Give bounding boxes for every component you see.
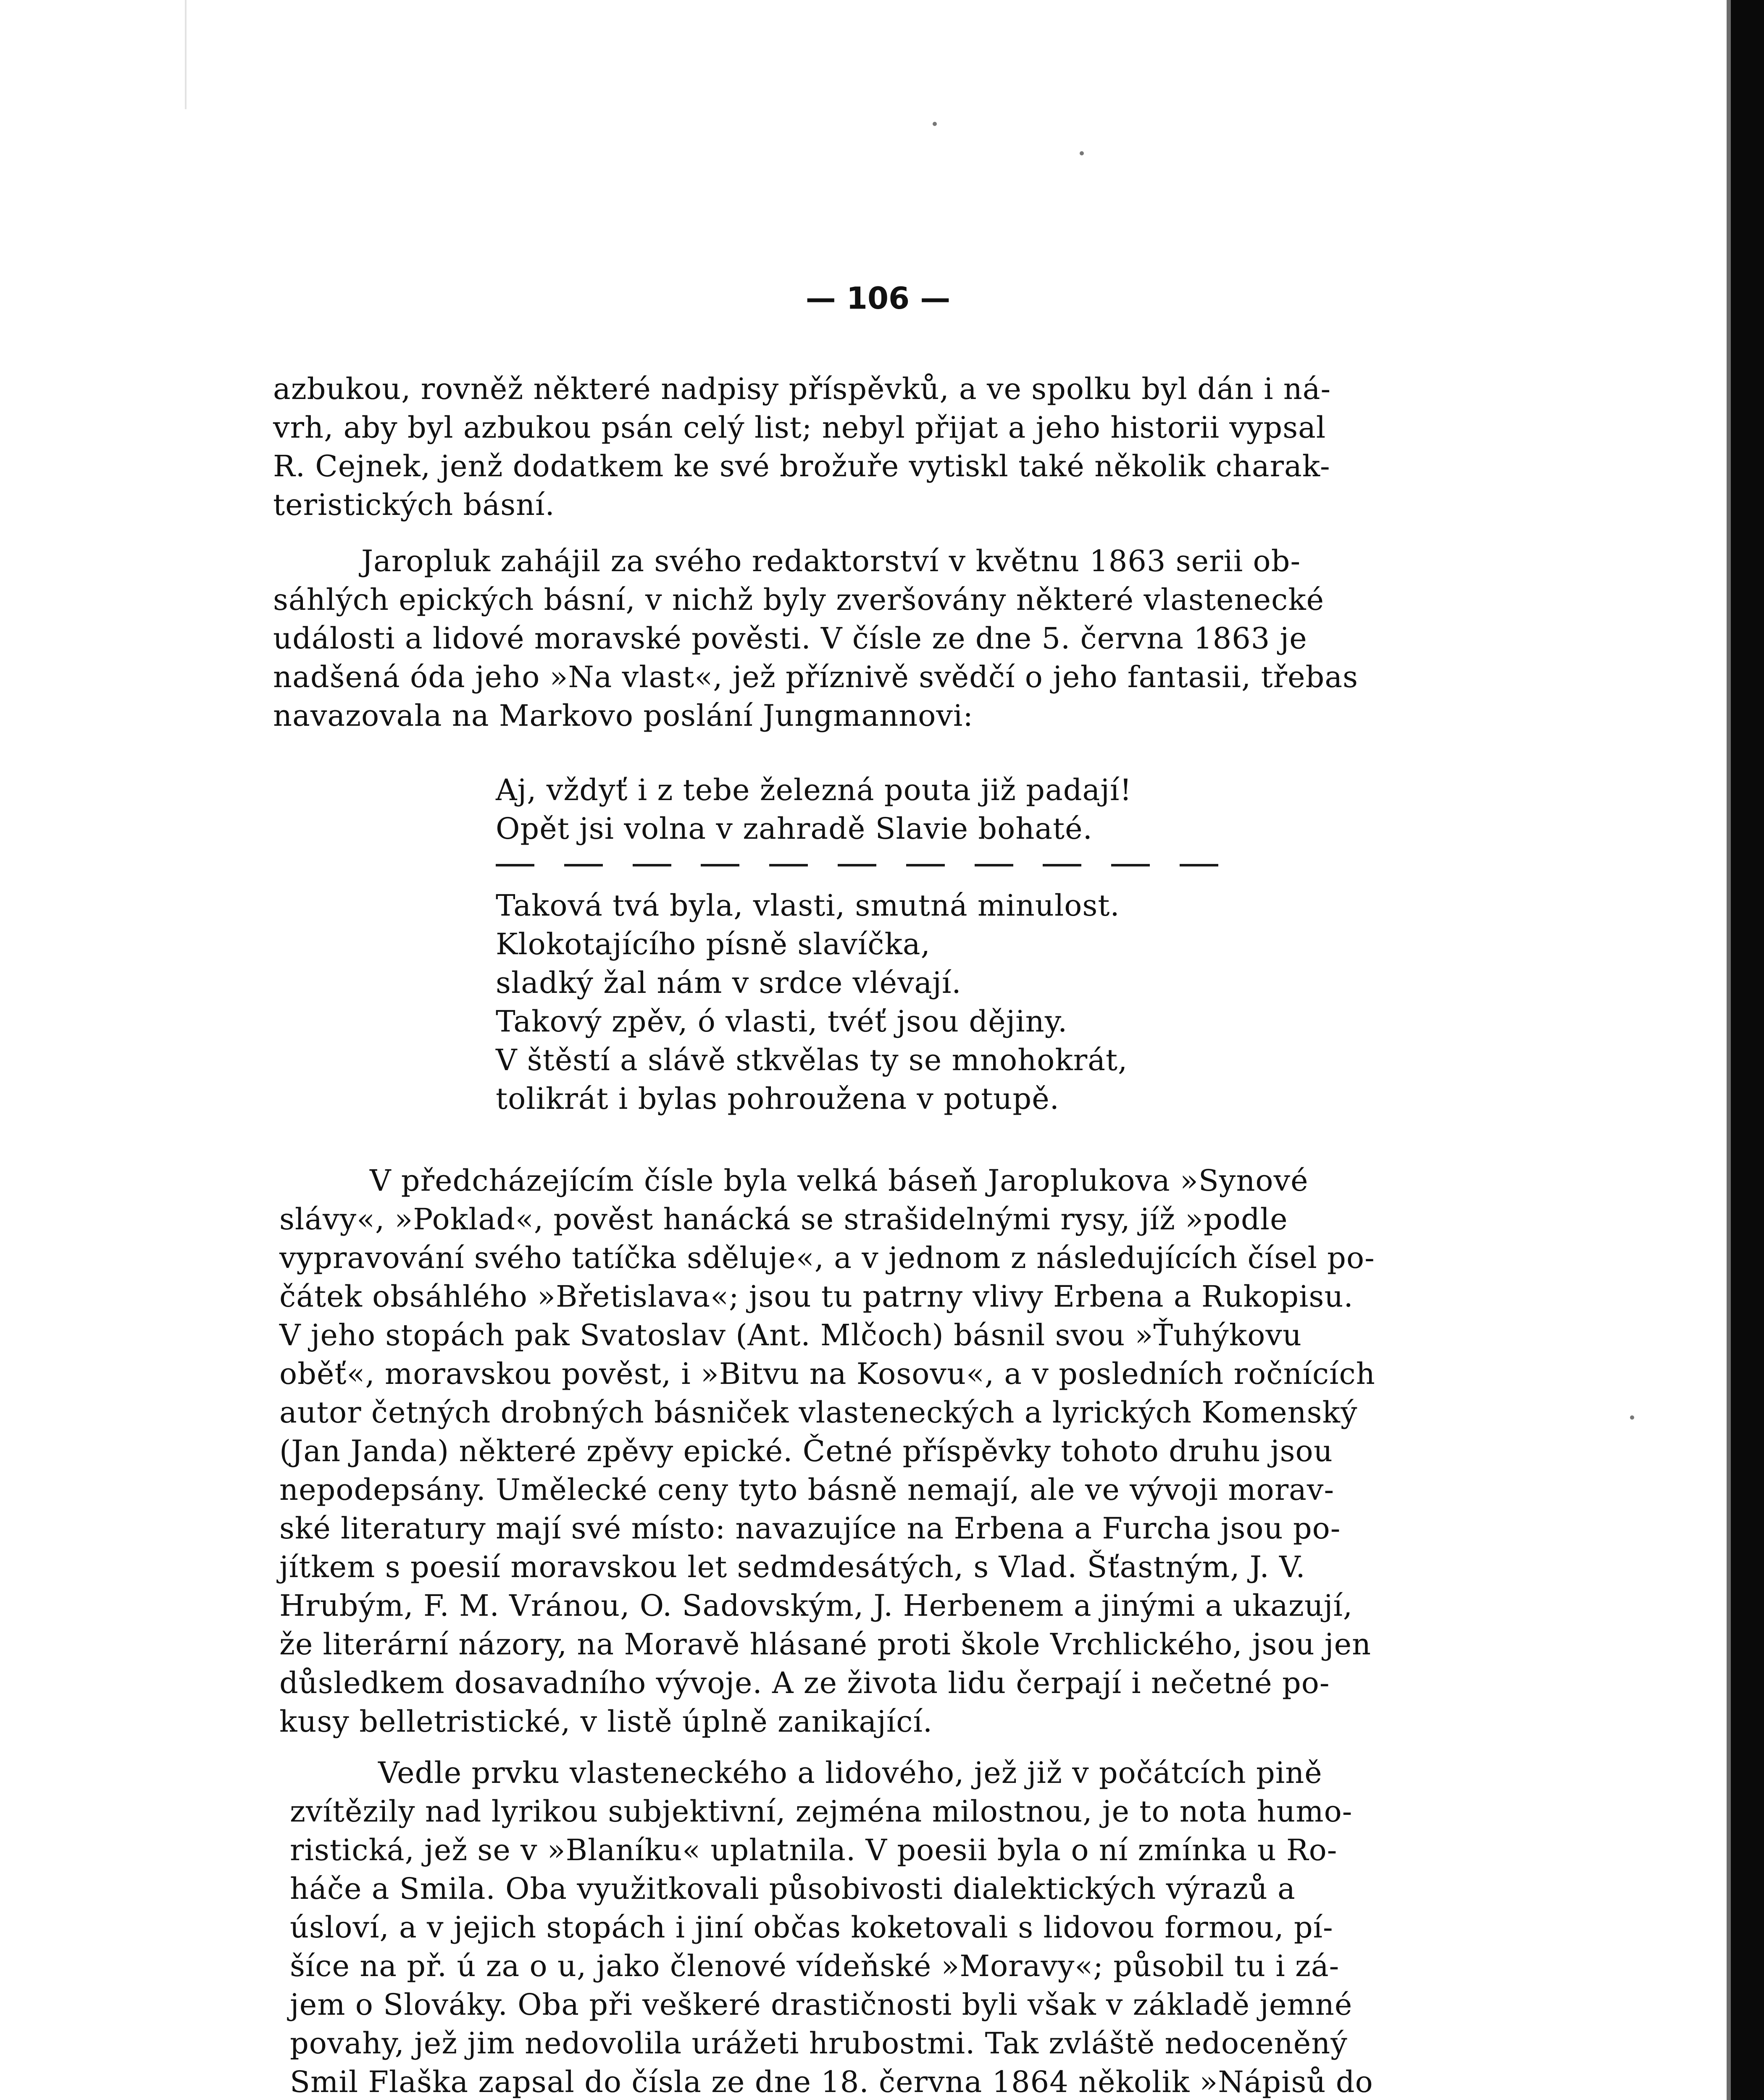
- poem-line-3: Taková tvá byla, vlasti, smutná minulost.: [496, 888, 1120, 923]
- poem-line-1: Aj, vždyť i z tebe železná pouta již padají!: [496, 773, 1132, 807]
- page-number: — 106 —: [805, 281, 951, 316]
- paragraph-3-line-3: vypravování svého tatíčka sděluje«, a v jednom z následujících čísel po-: [279, 1241, 1375, 1275]
- paragraph-2-line-1: Jaropluk zahájil za svého redaktorství v květnu 1863 serii ob-: [361, 544, 1301, 578]
- separator-dash: [496, 864, 534, 866]
- paragraph-4-line-7: jem o Slováky. Oba při veškeré drastičnosti byli však v základě jemné: [290, 1987, 1353, 2022]
- separator-dash: [975, 864, 1013, 866]
- separator-dash: [1043, 864, 1081, 866]
- poem-line-6: Takový zpěv, ó vlasti, tvéť jsou dějiny.: [496, 1004, 1068, 1039]
- paragraph-3-line-8: (Jan Janda) některé zpěvy epické. Četné příspěvky tohoto druhu jsou: [279, 1434, 1333, 1468]
- paragraph-4-line-2: zvítězily nad lyrikou subjektivní, zejména milostnou, je to nota humo-: [290, 1794, 1353, 1829]
- separator-dash: [769, 864, 808, 866]
- page-fold-mark: [185, 0, 187, 109]
- paragraph-3-line-4: čátek obsáhlého »Břetislava«; jsou tu patrny vlivy Erbena a Rukopisu.: [279, 1279, 1354, 1314]
- paragraph-3-line-2: slávy«, »Poklad«, pověst hanácká se strašidelnými rysy, jíž »podle: [279, 1202, 1288, 1236]
- separator-dash: [1180, 864, 1218, 866]
- paragraph-3-line-11: jítkem s poesií moravskou let sedmdesátých, s Vlad. Šťastným, J. V.: [279, 1550, 1306, 1584]
- paragraph-2-line-4: nadšená óda jeho »Na vlast«, jež příznivě svědčí o jeho fantasii, třebas: [273, 660, 1359, 694]
- paragraph-4-line-9: Smil Flaška zapsal do čísla ze dne 18. června 1864 několik »Nápisů do: [290, 2065, 1373, 2099]
- poem-line-7: V štěstí a slávě stkvělas ty se mnohokrát,: [496, 1043, 1128, 1077]
- paragraph-3-line-15: kusy belletristické, v listě úplně zanikající.: [279, 1704, 933, 1739]
- paragraph-3-line-1: V předcházejícím čísle byla velká báseň Jaroplukova »Synové: [370, 1163, 1309, 1198]
- poem-line-4: Klokotajícího písně slavíčka,: [496, 927, 931, 961]
- separator-dash: [1111, 864, 1150, 866]
- poem-line-8: tolikrát i bylas pohroužena v potupě.: [496, 1082, 1059, 1116]
- poem-ellipsis-separator: [496, 857, 1218, 874]
- separator-dash: [838, 864, 876, 866]
- separator-dash: [701, 864, 739, 866]
- poem-line-2: Opět jsi volna v zahradě Slavie bohaté.: [496, 811, 1093, 846]
- paragraph-4-line-3: ristická, jež se v »Blaníku« uplatnila. V poesii byla o ní zmínka u Ro-: [290, 1833, 1338, 1867]
- paragraph-2-line-5: navazovala na Markovo poslání Jungmannovi:: [273, 698, 973, 733]
- paragraph-2-line-2: sáhlých epických básní, v nichž byly zveršovány některé vlastenecké: [273, 583, 1325, 617]
- paragraph-3-line-6: oběť«, moravskou pověst, i »Bitvu na Kosovu«, a v posledních ročnících: [279, 1357, 1375, 1391]
- paragraph-3-line-9: nepodepsány. Umělecké ceny tyto básně nemají, ale ve vývoji morav-: [279, 1473, 1335, 1507]
- scanner-border: [1731, 0, 1764, 2100]
- paragraph-3-line-10: ské literatury mají své místo: navazujíce na Erbena a Furcha jsou po-: [279, 1511, 1341, 1546]
- separator-dash: [633, 864, 671, 866]
- paragraph-1-line-1: azbukou, rovněž některé nadpisy příspěvků, a ve spolku byl dán i ná-: [273, 372, 1331, 406]
- page-edge-shadow: [1727, 0, 1731, 2100]
- scan-speck: [1080, 151, 1084, 155]
- paragraph-3-line-7: autor četných drobných básniček vlasteneckých a lyrických Komenský: [279, 1395, 1358, 1430]
- paragraph-3-line-14: důsledkem dosavadního vývoje. A ze života lidu čerpají i nečetné po-: [279, 1666, 1330, 1700]
- paragraph-4-line-1: Vedle prvku vlasteneckého a lidového, jež již v počátcích pině: [378, 1756, 1322, 1790]
- paragraph-1-line-2: vrh, aby byl azbukou psán celý list; nebyl přijat a jeho historii vypsal: [273, 410, 1326, 445]
- paragraph-2-line-3: události a lidové moravské pověsti. V čísle ze dne 5. června 1863 je: [273, 621, 1307, 656]
- scan-speck: [1630, 1415, 1634, 1420]
- paragraph-4-line-8: povahy, jež jim nedovolila urážeti hrubostmi. Tak zvláště nedoceněný: [290, 2026, 1348, 2061]
- paragraph-3-line-5: V jeho stopách pak Svatoslav (Ant. Mlčoch) básnil svou »Ťuhýkovu: [279, 1318, 1302, 1352]
- paragraph-1-line-3: R. Cejnek, jenž dodatkem ke své brožuře vytiskl také několik charak-: [273, 449, 1330, 483]
- paragraph-4-line-4: háče a Smila. Oba využitkovali působivosti dialektických výrazů a: [290, 1872, 1296, 1906]
- paragraph-4-line-6: šíce na př. ú za o u, jako členové vídeňské »Moravy«; působil tu i zá-: [290, 1949, 1340, 1983]
- paragraph-1-line-4: teristických básní.: [273, 488, 555, 522]
- poem-line-5: sladký žal nám v srdce vlévají.: [496, 966, 962, 1000]
- paragraph-3-line-13: že literární názory, na Moravě hlásané proti škole Vrchlického, jsou jen: [279, 1627, 1372, 1662]
- paragraph-3-line-12: Hrubým, F. M. Vránou, O. Sadovským, J. Herbenem a jinými a ukazují,: [279, 1588, 1353, 1623]
- scan-speck: [933, 122, 937, 126]
- separator-dash: [906, 864, 945, 866]
- separator-dash: [564, 864, 603, 866]
- paragraph-4-line-5: úsloví, a v jejich stopách i jiní občas koketovali s lidovou formou, pí-: [290, 1910, 1333, 1945]
